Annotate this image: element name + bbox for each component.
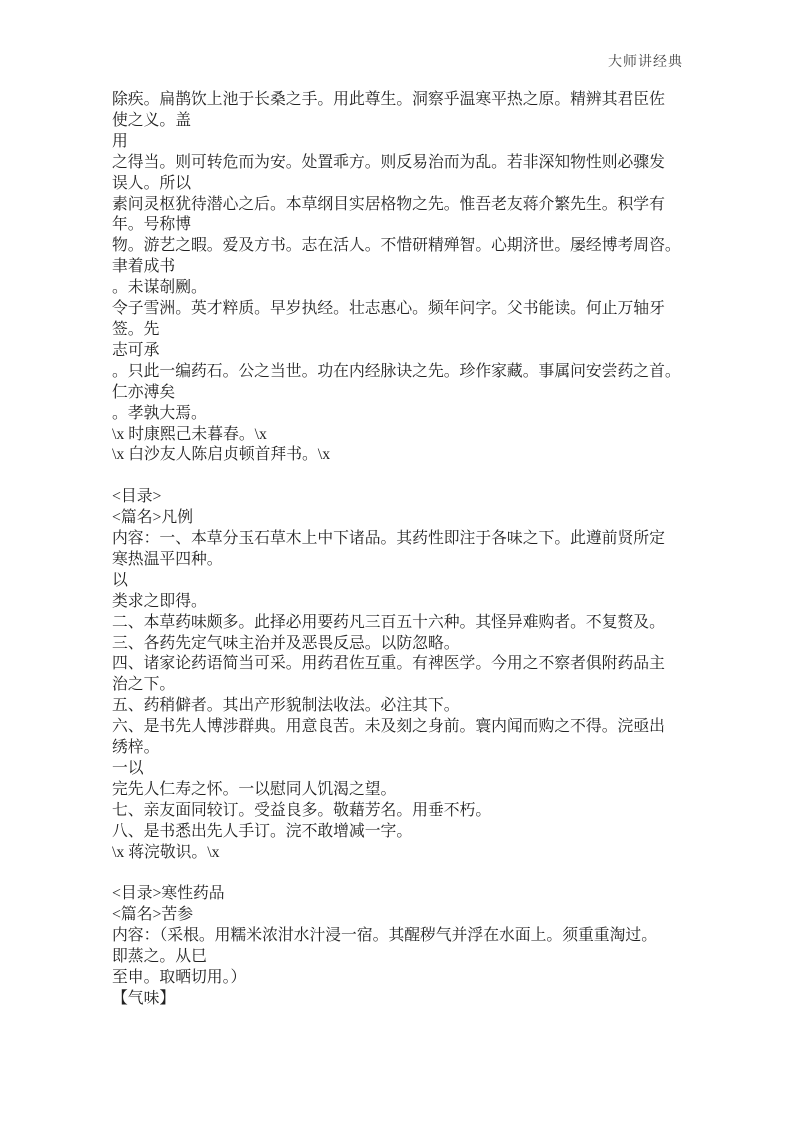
text-line: 即蒸之。从巳 bbox=[112, 948, 207, 966]
text-line: 三、各药先定气味主治并及恶畏反忌。以防忽略。 bbox=[112, 634, 460, 652]
text-line: <目录> bbox=[112, 488, 162, 506]
blank-line bbox=[112, 466, 690, 487]
text-line: 令子雪洲。英才粹质。早岁执经。壮志惠心。频年问字。父书能读。何止万轴牙 bbox=[112, 300, 665, 318]
header-title: 大师讲经典 bbox=[608, 55, 683, 70]
text-line: <篇名>凡例 bbox=[112, 509, 194, 527]
text-line: \x 白沙友人陈启贞顿首拜书。\x bbox=[112, 446, 331, 464]
text-line: 寒热温平四种。 bbox=[112, 550, 223, 568]
text-line: 。未谋剞劂。 bbox=[112, 279, 207, 297]
text-line: 志可承 bbox=[112, 341, 160, 359]
page-header bbox=[0, 55, 683, 71]
text-line: 用 bbox=[112, 132, 128, 150]
text-line: \x 蒋浣敬识。\x bbox=[112, 843, 220, 861]
text-line: 七、亲友面同较订。受益良多。敬藉芳名。用垂不朽。 bbox=[112, 801, 492, 819]
text-line: 完先人仁寿之怀。一以慰同人饥渴之望。 bbox=[112, 780, 397, 798]
text-line: \x 时康熙己未暮春。\x bbox=[112, 425, 267, 443]
blank-line bbox=[112, 864, 690, 885]
text-line: 类求之即得。 bbox=[112, 592, 207, 610]
text-line: 。孝孰大焉。 bbox=[112, 404, 207, 422]
text-line: 内容：（采根。用糯米浓泔水汁浸一宿。其醒秽气并浮在水面上。须重重淘过。 bbox=[112, 927, 657, 945]
text-line: 年。号称博 bbox=[112, 216, 191, 234]
text-line: 素问灵枢犹待潜心之后。本草纲目实居格物之先。惟吾老友蒋介繁先生。积学有 bbox=[112, 195, 665, 213]
text-line: 二、本草药味颇多。此择必用要药凡三百五十六种。其怪异难购者。不复赘及。 bbox=[112, 613, 665, 631]
text-line: 以 bbox=[112, 571, 128, 589]
text-line: 之得当。则可转危而为安。处置乖方。则反易治而为乱。若非深知物性则必骤发 bbox=[112, 153, 665, 171]
text-line: 。只此一编药石。公之当世。功在内经脉诀之先。珍作家藏。事属问安尝药之首。 bbox=[112, 362, 681, 380]
text-line: 签。先 bbox=[112, 320, 160, 338]
text-line: 绣梓。 bbox=[112, 739, 160, 757]
document-body bbox=[112, 90, 690, 1010]
text-line: 物。游艺之暇。爱及方书。志在活人。不惜研精殚智。心期济世。屡经博考周咨。 bbox=[112, 237, 681, 255]
text-line: <目录>寒性药品 bbox=[112, 885, 225, 903]
text-line: 除疾。扁鹊饮上池于长桑之手。用此尊生。洞察乎温寒平热之原。精辨其君臣佐 bbox=[112, 91, 665, 108]
text-line: 治之下。 bbox=[112, 676, 176, 694]
text-line: 六、是书先人博涉群典。用意良苦。未及刻之身前。寰内闻而购之不得。浣亟出 bbox=[112, 718, 665, 736]
text-line: 内容：一、本草分玉石草木上中下诸品。其药性即注于各味之下。此遵前贤所定 bbox=[112, 530, 665, 548]
text-line: 五、药稍僻者。其出产形貌制法收法。必注其下。 bbox=[112, 697, 460, 715]
text-line: 四、诸家论药语简当可采。用药君佐互重。有禆医学。今用之不察者俱附药品主 bbox=[112, 655, 665, 673]
text-line: 使之义。盖 bbox=[112, 111, 191, 129]
text-line: 八、是书悉出先人手订。浣不敢增减一字。 bbox=[112, 822, 413, 840]
text-line: 仁亦溥矣 bbox=[112, 383, 176, 401]
text-line: 聿着成书 bbox=[112, 258, 176, 276]
text-line: 至申。取晒切用。） bbox=[112, 969, 247, 987]
text-line: 【气味】 bbox=[112, 989, 176, 1007]
text-line: <篇名>苦参 bbox=[112, 906, 194, 924]
text-line: 一以 bbox=[112, 759, 144, 777]
text-line: 误人。所以 bbox=[112, 174, 191, 192]
